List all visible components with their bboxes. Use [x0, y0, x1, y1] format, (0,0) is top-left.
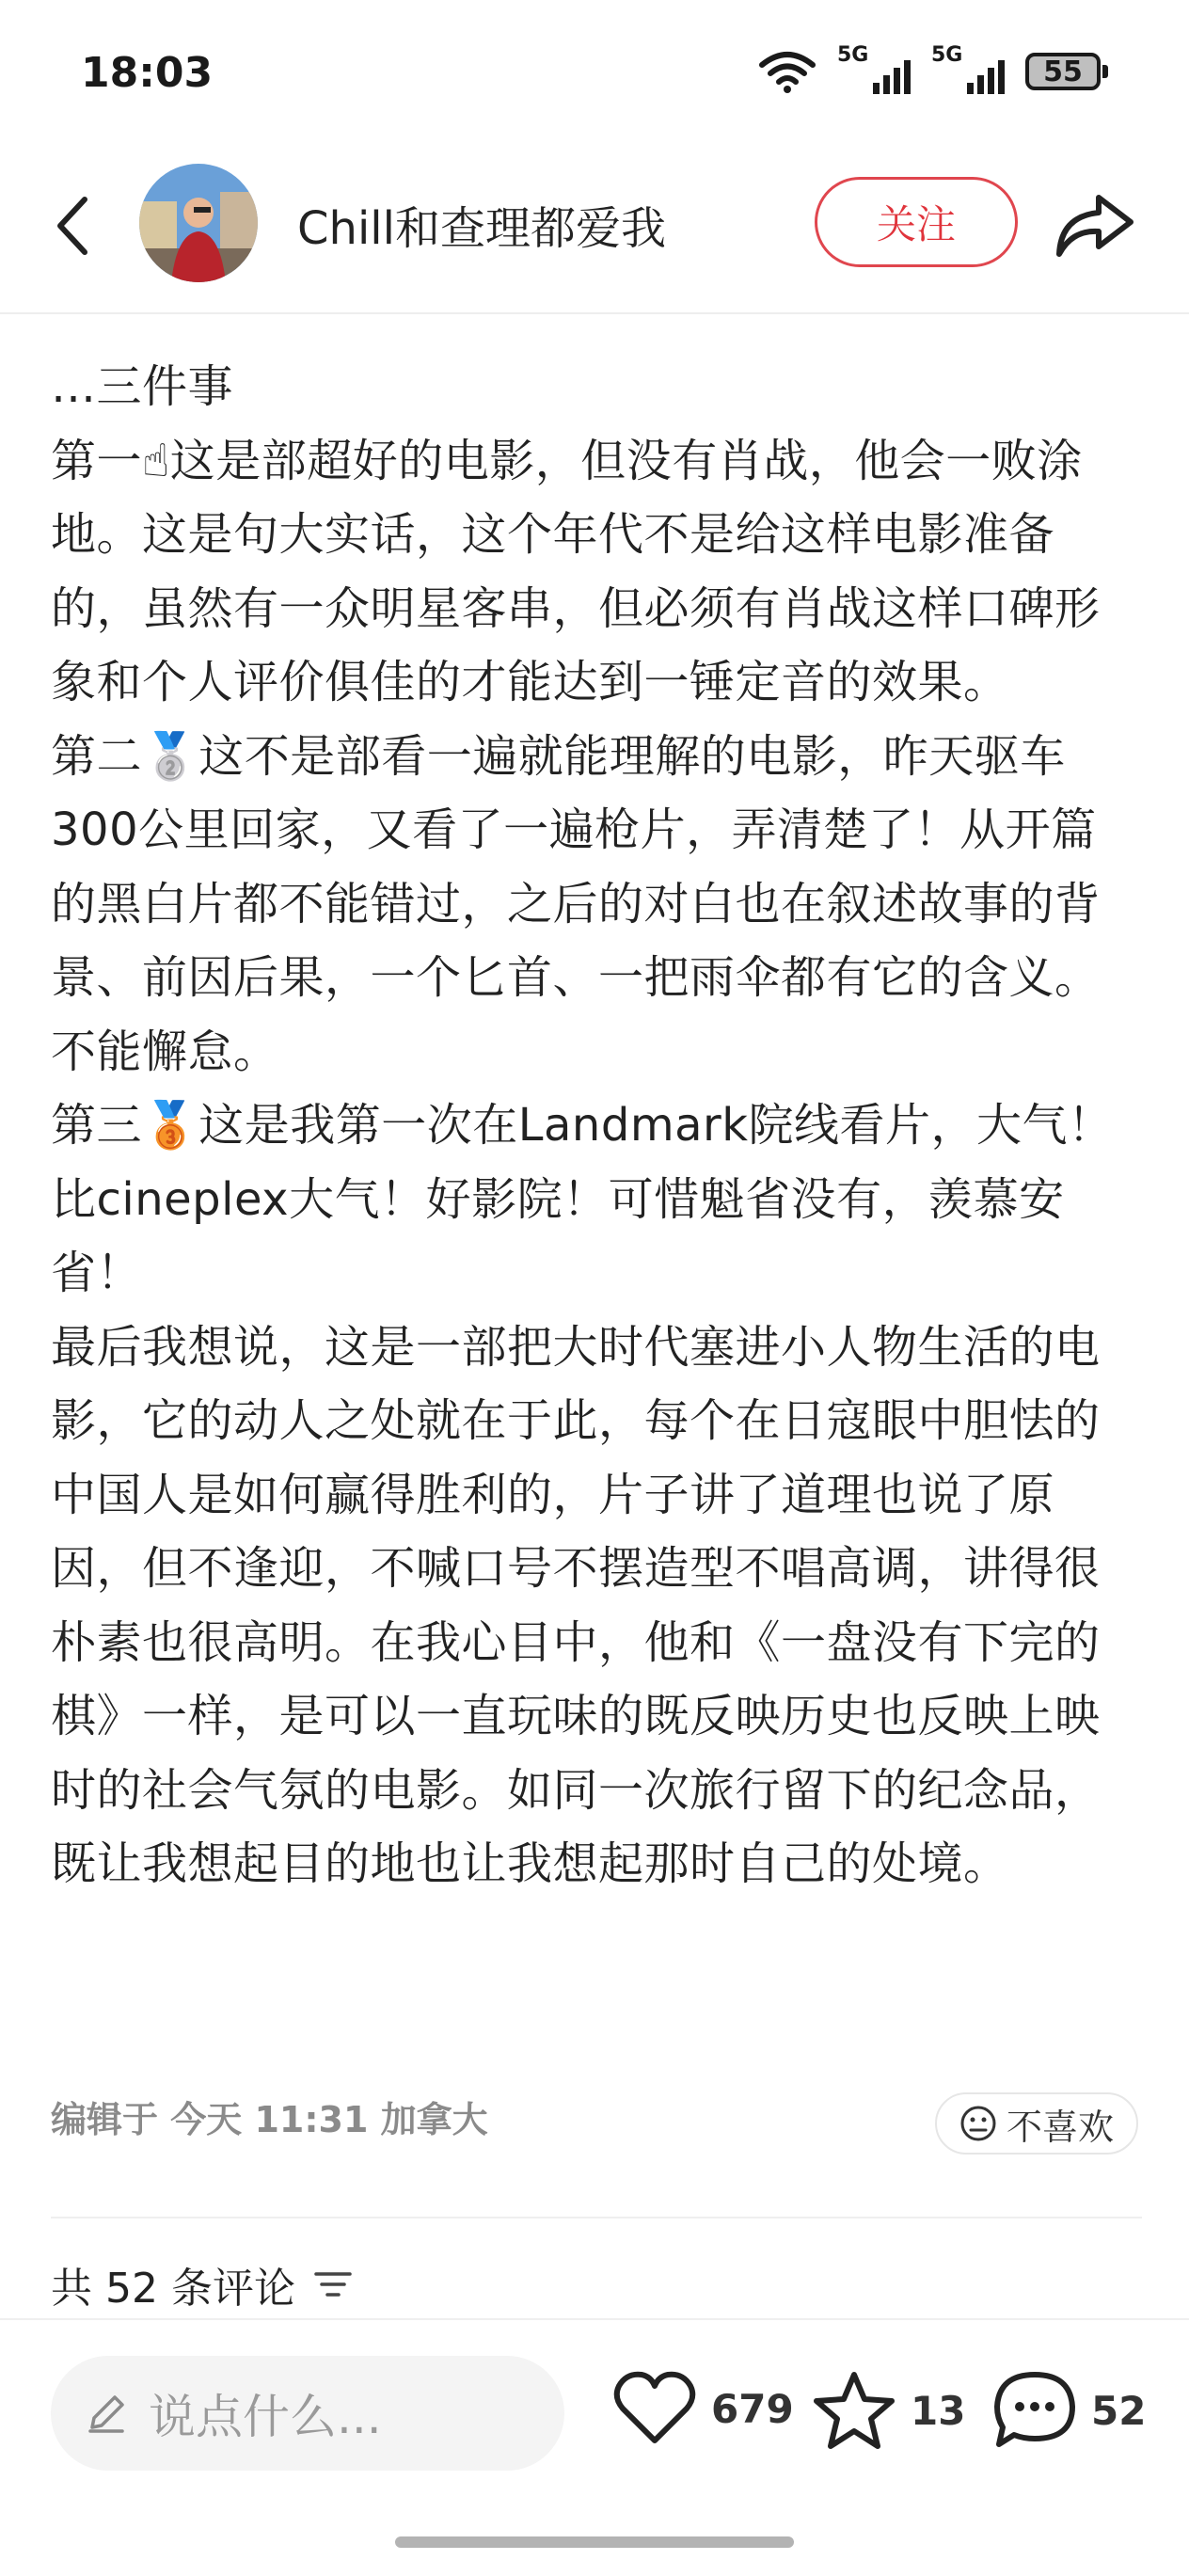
favorite-button[interactable] [811, 2369, 965, 2452]
comments-header[interactable] [51, 2254, 352, 2314]
star-icon [811, 2369, 897, 2452]
comment-input[interactable] [51, 2356, 564, 2471]
author-avatar[interactable] [139, 164, 258, 282]
heart-icon [611, 2369, 698, 2448]
paragraph-first: 第一☝这是部超好的电影，但没有肖战，他会一败涂地。这是句大实话，这个年代不是给这样电影准备的，虽然有一众明星客串，但必须有肖战这样口碑形象和个人评价俱佳的才能达到一锤定音的效果。 [51, 434, 1101, 708]
status-icons [758, 43, 1108, 96]
dislike-button[interactable] [935, 2092, 1138, 2155]
edit-info: 编辑于 今天 11:31 加拿大 [51, 2099, 488, 2140]
comment-button[interactable] [991, 2369, 1146, 2452]
post-content [51, 350, 1142, 1901]
comment-bubble-icon [991, 2369, 1078, 2452]
dislike-label: 不喜欢 [1006, 2106, 1114, 2148]
paragraph-final: 最后我想说，这是一部把大时代塞进小人物生活的电影，它的动人之处就在于此，每个在日寇眼中胆怯的中国人是如何赢得胜利的，片子讲了道理也说了原因，但不逢迎，不喊口号不摆造型不唱高调，讲得很朴素也很高明。在我心目中，他和《一盘没有下完的棋》一样，是可以一直玩味的既反映历史也反映上映时的社会气氛的电影。如同一次旅行留下的纪念品，既让我想起目的地也让我想起那时自己的处境。 [51, 1320, 1101, 1890]
post-header [0, 151, 1189, 314]
paragraph-third: 第三🥉这是我第一次在Landmark院线看片，大气！比cineplex大气！好影院！可惜魁省没有，羡慕安省！ [51, 1099, 1114, 1299]
battery-icon [1025, 53, 1108, 90]
cell-signal-2-icon: 5G [931, 47, 1005, 96]
follow-button[interactable]: 关注 [815, 177, 1018, 267]
paragraph-second: 第二🥈这不是部看一遍就能理解的电影，昨天驱车300公里回家，又看了一遍枪片，弄清楚了！从开篇的黑白片都不能错过，之后的对白也在叙述故事的背景、前因后果，一个匕首、一把雨伞都有它的含义。不能懈怠。 [51, 729, 1101, 1078]
pencil-icon [85, 2392, 128, 2435]
like-count: 679 [711, 2385, 794, 2432]
back-arrow-icon[interactable] [45, 188, 102, 263]
bottom-action-bar [0, 2318, 1189, 2576]
comment-placeholder: 说点什么... [149, 2390, 382, 2444]
like-button[interactable] [611, 2369, 794, 2448]
author-name[interactable]: Chill和查理都爱我 [297, 202, 666, 255]
share-icon[interactable] [1052, 184, 1136, 263]
home-indicator[interactable] [395, 2536, 794, 2548]
comments-count-label: 共 52 条评论 [51, 2265, 295, 2313]
battery-level: 55 [1043, 55, 1083, 88]
divider [51, 2217, 1142, 2218]
wifi-icon [758, 50, 816, 93]
status-bar [0, 0, 1189, 151]
favorite-count: 13 [911, 2387, 966, 2434]
cell-signal-1-icon: 5G [837, 47, 911, 96]
status-time: 18:03 [81, 49, 214, 97]
comment-count: 52 [1091, 2387, 1147, 2434]
sort-icon[interactable] [314, 2268, 352, 2300]
paragraph-intro: …三件事 [51, 360, 234, 413]
sad-face-icon [959, 2105, 997, 2142]
